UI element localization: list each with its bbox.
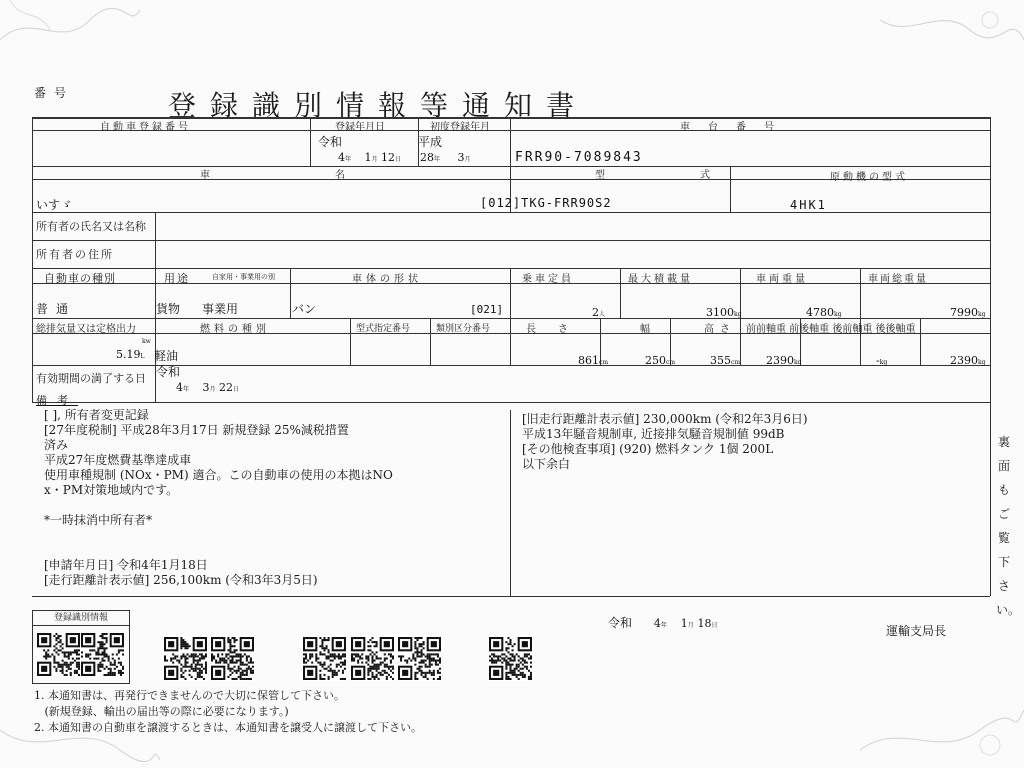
maker-label-right: 名 <box>335 170 348 181</box>
table-border-right <box>990 117 991 596</box>
decorative-corner-top-right <box>880 0 1024 60</box>
model-label-right: 式 <box>700 170 713 181</box>
engine-model: 4HK1 <box>790 198 827 212</box>
footer-note-line: 2. 本通知書の自動車を譲渡するときは、本通知書を譲受人に譲渡して下さい。 <box>34 721 422 734</box>
qr-code <box>302 636 347 681</box>
vehicle-type: 普通 <box>36 302 77 316</box>
remark-line: [旧走行距離計表示値] 230,000km (令和2年3月6日) <box>522 412 808 426</box>
max-load-label: 最大積載量 <box>628 274 693 285</box>
remark-line: 以下余白 <box>522 457 571 471</box>
use-sub-label: 自家用・事業用の別 <box>212 273 275 281</box>
expiry-label: 有効期間の満了する日 <box>36 372 146 385</box>
height-label: 高さ <box>704 324 736 335</box>
maker-name: いすゞ <box>36 198 73 212</box>
remark-line <box>44 543 393 558</box>
qr-code <box>488 636 533 681</box>
footer-note-line: 1. 本通知書は、再発行できませんので大切に保管して下さい。 <box>34 689 345 702</box>
remark-line: [その他検査事項] (920) 燃料タンク 1個 200L <box>522 442 774 456</box>
passenger-capacity: 2人 <box>592 306 606 319</box>
remark-line: 済み <box>44 438 69 452</box>
use-label: 用途 <box>164 272 190 285</box>
remarks-left <box>44 408 393 588</box>
chassis-number: FRR90-7089843 <box>515 150 643 165</box>
remarks-right <box>522 412 808 472</box>
remark-line: *一時抹消中所有者* <box>44 513 153 527</box>
vehicle-use-sub: 事業用 <box>202 302 239 316</box>
issuing-authority: 運輸支局長 <box>886 624 947 638</box>
qr-code <box>350 636 395 681</box>
expiry-date: 4年 3月 22日 <box>176 381 240 394</box>
first-registration-date: 28年 3月 <box>420 151 471 164</box>
vehicle-height: 355cm <box>710 354 741 367</box>
owner-address-label: 所有者の住所 <box>36 248 114 261</box>
qr-code <box>80 632 125 677</box>
vehicle-length: 861cm <box>578 354 609 367</box>
registration-date: 4年 1月 12日 <box>338 151 402 164</box>
capacity-label: 乗車定員 <box>522 274 574 285</box>
displacement-label: 総排気量又は定格出力 <box>36 324 136 335</box>
vehicle-width: 250cm <box>645 354 676 367</box>
gross-weight: 7990kg <box>950 306 986 319</box>
body-shape: バン <box>292 302 317 316</box>
width-label: 幅 <box>640 324 653 335</box>
remark-line: [ ], 所有者変更記録 <box>44 408 149 422</box>
category-number-label: 類別区分番号 <box>436 324 491 334</box>
owner-name-label: 所有者の氏名又は名称 <box>36 220 146 233</box>
vehicle-type-label: 自動車の種別 <box>44 272 116 285</box>
registration-date-label: 登録年月日 <box>335 122 385 133</box>
number-label: 番号 <box>34 86 75 100</box>
remark-line: [27年度税制] 平成28年3月17日 新規登録 25%減税措置 <box>44 423 349 437</box>
side-note: 裏面もご覧下さい。 <box>996 435 1021 617</box>
qr-code <box>397 636 442 681</box>
gross-weight-label: 車両総重量 <box>868 274 928 285</box>
model-label-left: 型 <box>595 170 608 181</box>
footer-notes <box>34 688 422 736</box>
table-border-left <box>32 117 33 402</box>
designation-number-label: 型式指定番号 <box>356 324 411 334</box>
axle-weight-front-front: 2390kg <box>766 354 802 367</box>
remark-line: x・PM対策地域内です。 <box>44 483 179 497</box>
body-shape-code: [021] <box>470 303 504 316</box>
remark-line: [走行距離計表示値] 256,100km (令和3年3月5日) <box>44 573 318 587</box>
remark-line: [申請年月日] 令和4年1月18日 <box>44 558 208 572</box>
axle-weight-label: 前前軸重 前後軸重 後前軸重 後後軸重 <box>746 324 916 335</box>
fuel-type: 軽油 <box>154 349 179 363</box>
chassis-number-label: 車台番号 <box>680 122 792 133</box>
first-registration-era: 平成 <box>418 135 443 149</box>
document-title: 登録識別情報等通知書 <box>168 89 589 122</box>
vehicle-weight-label: 車両重量 <box>756 274 808 285</box>
vehicle-weight: 4780kg <box>806 306 842 319</box>
qr-code <box>163 636 208 681</box>
remark-line: 平成27年度燃費基準達成車 <box>44 453 192 467</box>
expiry-era: 令和 <box>156 365 181 379</box>
remark-line: 使用車種規制 (NOx・PM) 適合。この自動車の使用の本拠はNO <box>44 468 393 482</box>
first-registration-label: 初度登録年月 <box>430 122 490 133</box>
max-load: 3100kg <box>706 306 742 319</box>
footer-note-line: (新規登録、輸出の届出等の際に必要になります。) <box>34 705 289 718</box>
axle-weight-front-rear: -kg <box>876 354 888 367</box>
qr-code <box>210 636 255 681</box>
remark-line: 平成13年騒音規制車, 近接排気騒音規制値 99dB <box>522 427 785 441</box>
body-shape-label: 車体の形状 <box>352 274 422 285</box>
remark-line <box>44 498 393 513</box>
remarks-label: 備考 <box>36 394 78 407</box>
qr-code <box>36 632 81 677</box>
displacement-value: 5.19L <box>116 348 145 361</box>
vehicle-use: 貨物 <box>156 302 181 316</box>
displacement-unit-kw: kw <box>142 338 151 345</box>
fuel-type-label: 燃料の種別 <box>200 324 270 335</box>
decorative-corner-bottom-right <box>860 700 1024 768</box>
remark-line <box>44 528 393 543</box>
issue-date: 令和 4年 1月 18日 <box>608 616 718 630</box>
maker-label-left: 車 <box>200 170 213 181</box>
registration-info-title: 登録識別情報 <box>33 611 129 626</box>
registration-number-label: 自動車登録番号 <box>100 122 191 133</box>
engine-model-label: 原動機の型式 <box>830 172 908 183</box>
axle-weight-rear-rear: 2390kg <box>950 354 986 367</box>
length-label: 長さ <box>526 324 590 335</box>
registration-era: 令和 <box>318 135 343 149</box>
vehicle-model: [012]TKG-FRR90S2 <box>480 196 612 210</box>
decorative-corner-top-left <box>0 0 140 60</box>
